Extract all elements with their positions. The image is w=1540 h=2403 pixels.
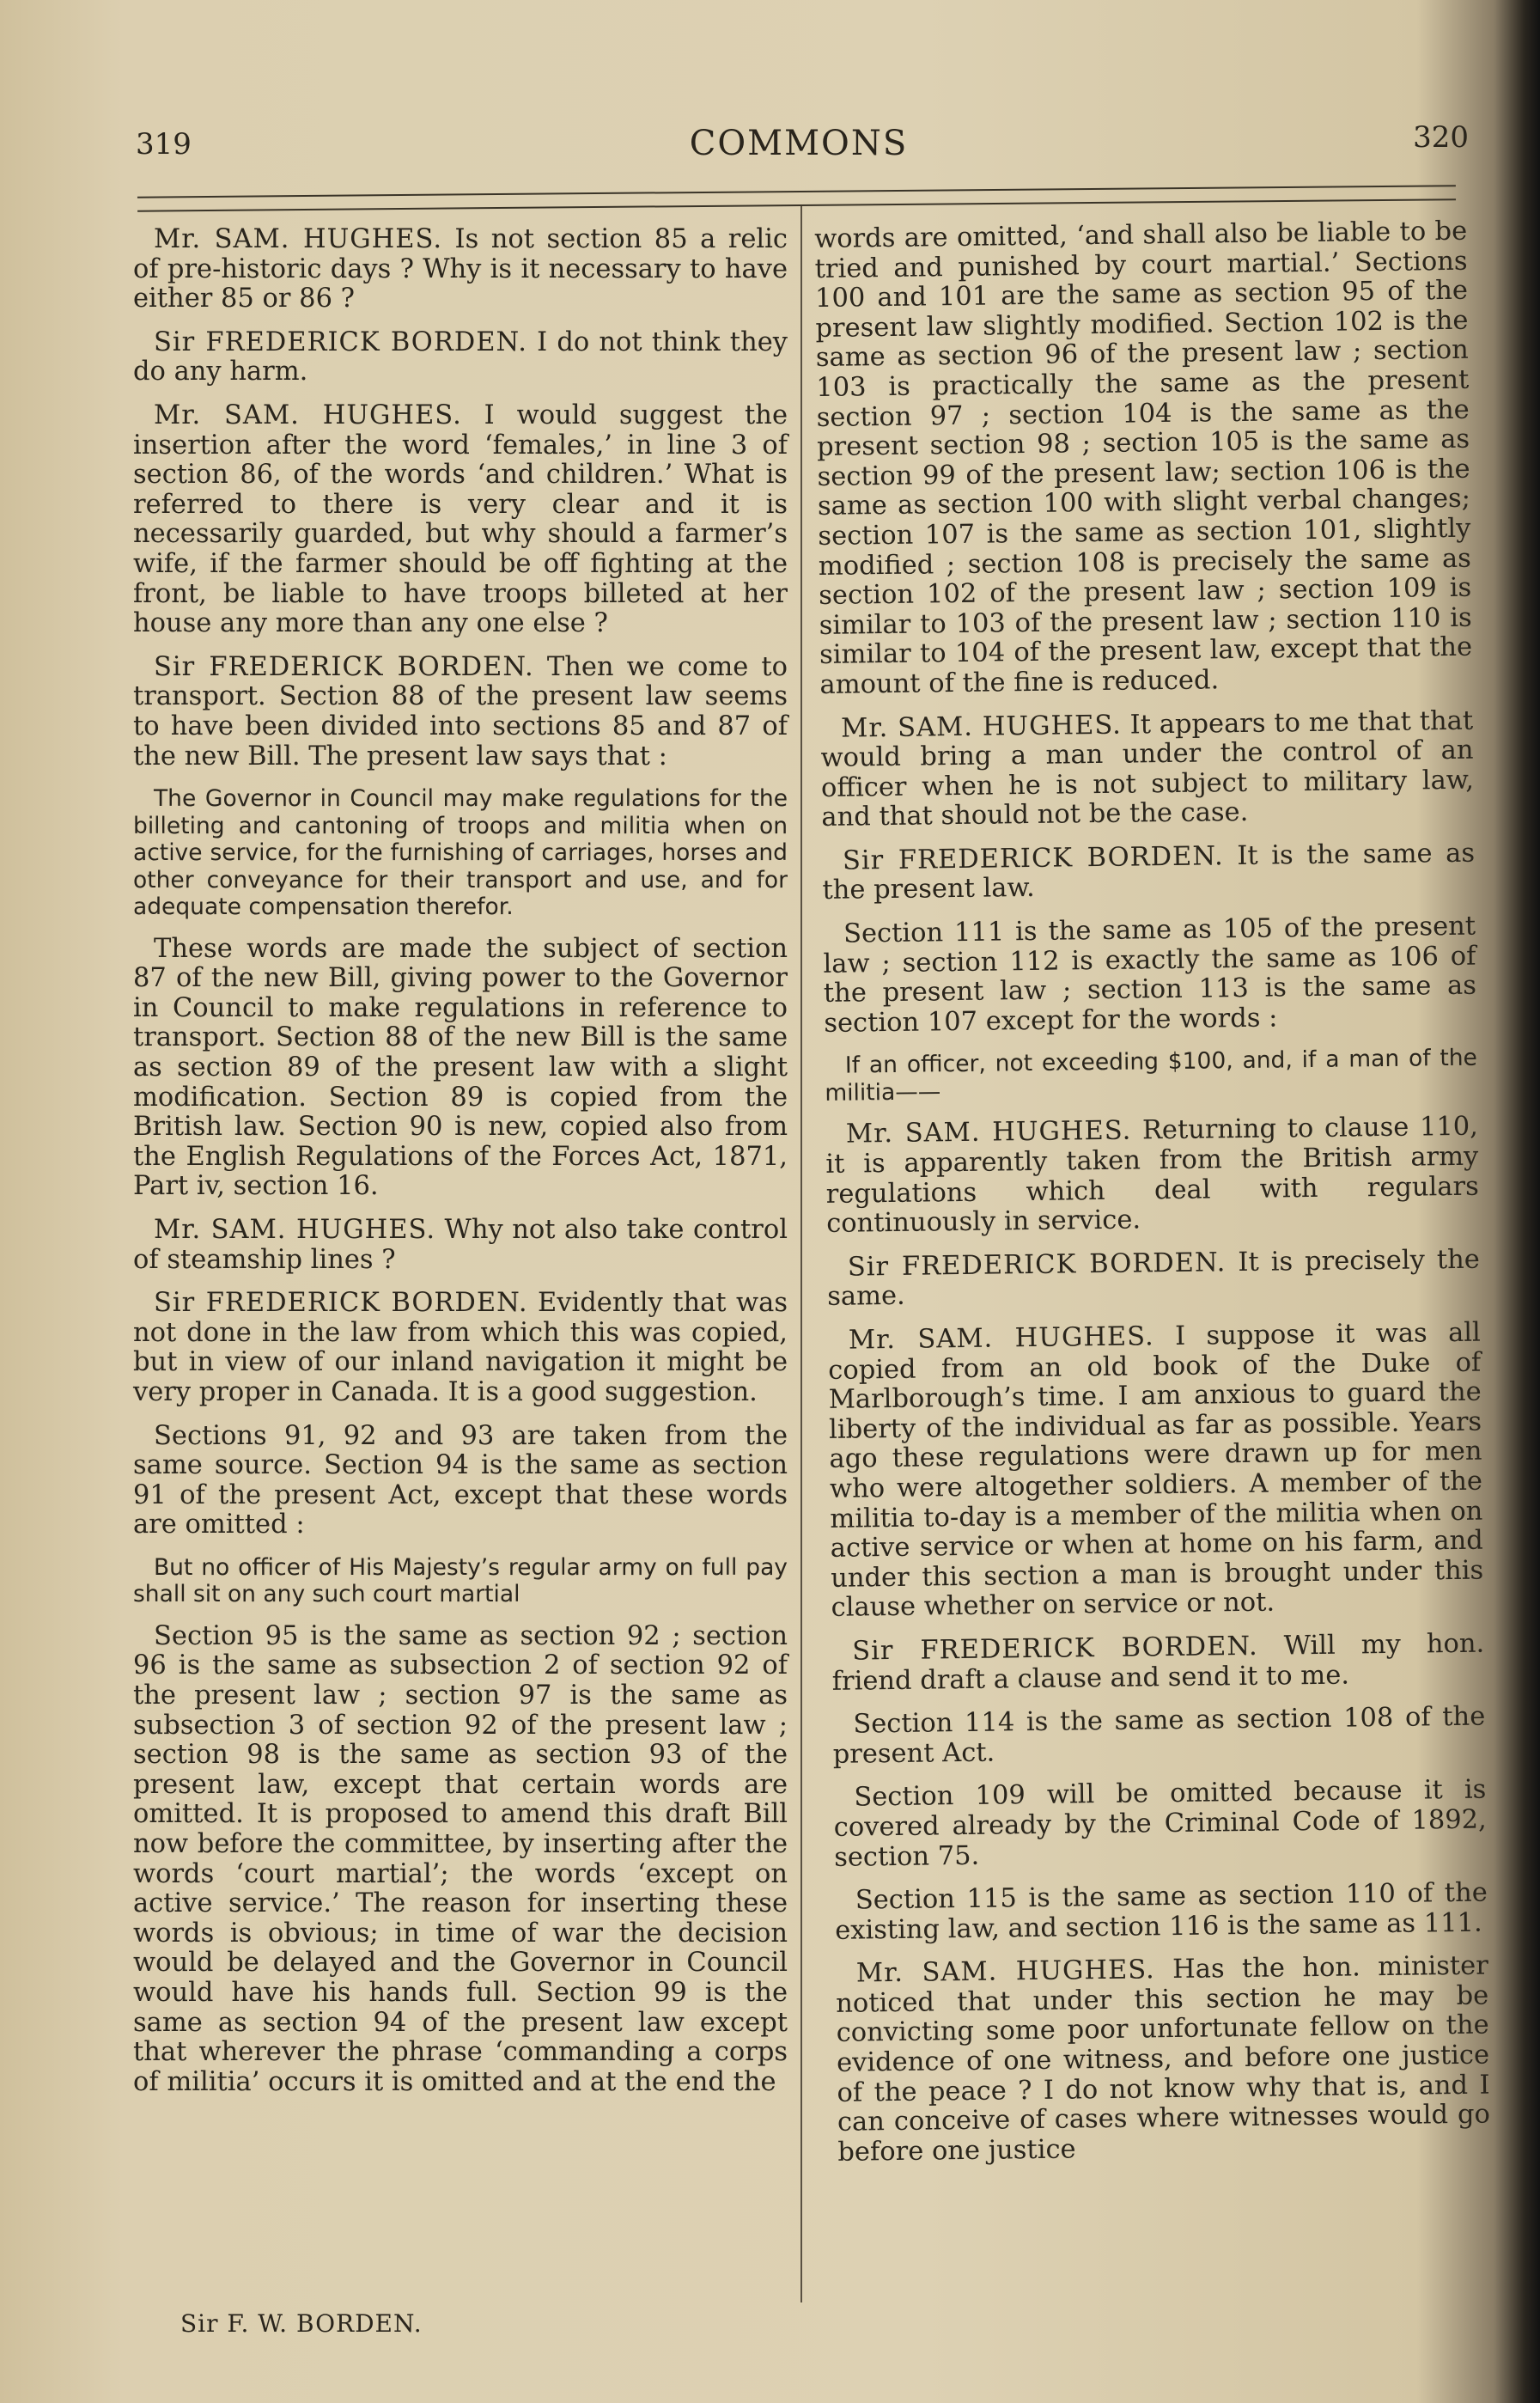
paragraph-text: It appears to me that that would bring a man under the control of an officer when he is not subject to military law, and that should not be the case. xyxy=(820,705,1475,833)
page-title: COMMONS xyxy=(689,124,909,163)
footer-signature: Sir F. W. BORDEN. xyxy=(180,2309,423,2338)
speech-paragraph xyxy=(836,1952,1491,2168)
paragraph-text: It is the same as the present law. xyxy=(822,838,1476,906)
header-rule xyxy=(137,185,1456,211)
speech-paragraph xyxy=(133,225,788,314)
paragraph-text: Section 114 is the same as section 108 of the present Act. xyxy=(832,1701,1486,1770)
speech-paragraph xyxy=(820,706,1475,833)
speech-paragraph xyxy=(133,401,788,639)
right-column xyxy=(814,217,1491,2182)
paragraph-text: words are omitted, ‘and shall also be liable to be tried and punished by court martial.’ Sections 100 and 101 are the same as section 95 of the present law slightly modified. Section 102 is the same as section 96 of the present law ; section 103 is practically the same as the present section 97 ; section 104 is the same as the present section 98 ; section 105 is the same as section 99 of the present law; section 106 is the same as section 100 with slight verbal changes; section 107 is the same as section 101, slightly modified ; section 108 is precisely the same as section 102 of the present law ; section 109 is similar to 103 of the present law ; section 110 is similar to 104 of the present law, except that the amount of the fine is reduced. xyxy=(813,216,1473,700)
speech-paragraph xyxy=(133,328,788,387)
speaker-name: Mr. SAM. HUGHES. xyxy=(855,1955,1155,1989)
paragraph-text: Is not section 85 a relic of pre-historic days ? Why is it necessary to have either 85 or 86 ? xyxy=(133,224,788,314)
block-quote xyxy=(133,785,788,921)
paragraph-text: Then we come to transport. Section 88 of the present law seems to have been divided into sections 85 and 87 of the new Bill. The present law says that : xyxy=(133,651,788,772)
paragraph-text: I suppose it was all copied from an old book of the Duke of Marlborough’s time. I am anxious to guard the liberty of the individual as far as possible. Years ago these regulations were drawn up for men who were altogether soldiers. A member of the militia to-day is a member of the militia when on active service or when at home on his farm, and under this section a man is brought under this clause whether on service or not. xyxy=(828,1317,1484,1624)
speaker-name: Sir FREDERICK BORDEN. xyxy=(154,1288,528,1319)
speech-paragraph xyxy=(133,1216,788,1275)
paragraph xyxy=(133,935,788,1202)
paragraph-text: Section 115 is the same as section 110 of the existing law, and section 116 is the same as 111. xyxy=(835,1877,1488,1946)
paragraph xyxy=(133,1422,788,1540)
speaker-name: Sir FREDERICK BORDEN. xyxy=(847,1247,1227,1283)
paragraph-text: Section 111 is the same as 105 of the present law ; section 112 is exactly the same as 106 of the present law ; section 113 is the same as section 107 except for the words : xyxy=(823,911,1477,1039)
speech-paragraph xyxy=(133,1289,788,1407)
left-column xyxy=(133,225,788,2111)
paragraph-text: Section 109 will be omitted because it is covered already by the Criminal Code of 1892, section 75. xyxy=(833,1774,1487,1873)
speech-paragraph xyxy=(828,1319,1484,1624)
paragraph-text: Why not also take control of steamship lines ? xyxy=(133,1214,788,1275)
quote-text: But no officer of His Majesty’s regular army on full pay shall sit on any such court martial xyxy=(133,1553,788,1608)
speech-paragraph xyxy=(827,1245,1481,1312)
paragraph xyxy=(133,1622,788,2098)
paragraph-text: Returning to clause 110, it is apparently taken from the British army regulations which deal with regulars continuously in service. xyxy=(825,1112,1479,1240)
left-page-number: 319 xyxy=(136,127,192,162)
paragraph-text: It is precisely the same. xyxy=(827,1244,1480,1313)
paragraph xyxy=(823,912,1477,1040)
paragraph-text: Section 95 is the same as section 92 ; section 96 is the same as subsection 2 of section 92 of the present law ; section 97 is the same as subsection 3 of section 92 of the present law ; section 98 is the same as section 93 of the present law, except that certain words are omitted. It is proposed to amend this draft Bill now before the committee, by inserting after the words ‘court martial’; the words ‘except on active service.’ The reason for inserting these words is obvious; in time of war the decision would be delayed and the Governor in Council would have his hands full. Section 99 is the same as section 94 of the present law except that wherever the phrase ‘commanding a corps of militia’ occurs it is omitted and at the end the xyxy=(133,1620,788,2097)
paragraph-text: Will my hon. friend draft a clause and send it to me. xyxy=(831,1628,1485,1697)
paragraph-text: Has the hon. minister noticed that under this section he may be convicting some poor unfortunate fellow on the evidence of one witness, and before one justice of the peace ? I do not know why that is, and I can conceive of cases where witnesses would go before one justice xyxy=(836,1950,1491,2168)
speaker-name: Mr. SAM. HUGHES. xyxy=(845,1116,1132,1150)
paragraph xyxy=(814,217,1473,701)
speech-paragraph xyxy=(822,839,1476,906)
speech-paragraph xyxy=(133,653,788,772)
speaker-name: Sir FREDERICK BORDEN. xyxy=(842,841,1224,876)
speaker-name: Mr. SAM. HUGHES. xyxy=(154,399,462,430)
right-page-number: 320 xyxy=(1413,120,1469,155)
quote-text: The Governor in Council may make regulations for the billeting and cantoning of troops and militia when on active service, for the furnishing of carriages, horses and other conveyance for their transport and use, and for adequate compensation therefor. xyxy=(133,785,788,921)
paragraph xyxy=(832,1703,1486,1770)
column-divider xyxy=(800,206,802,2302)
paragraph-text: I would suggest the insertion after the word ‘females,’ in line 3 of section 86, of the words ‘and children.’ What is referred to there is very clear and it is necessarily guarded, but why should a farmer’s wife, if the farmer should be off fighting at the front, be liable to have troops billeted at her house any more than any one else ? xyxy=(133,399,788,639)
speaker-name: Mr. SAM. HUGHES. xyxy=(840,710,1123,744)
speaker-name: Sir FREDERICK BORDEN. xyxy=(154,651,534,682)
paragraph xyxy=(833,1776,1487,1873)
block-quote xyxy=(133,1554,788,1608)
quote-text: If an officer, not exceeding $100, and, if a man of the militia—— xyxy=(825,1045,1478,1107)
speaker-name: Sir FREDERICK BORDEN. xyxy=(154,326,527,357)
paragraph-text: Sections 91, 92 and 93 are taken from the same source. Section 94 is the same as section 91 of the present Act, except that these words are omitted : xyxy=(133,1420,788,1540)
speaker-name: Mr. SAM. HUGHES. xyxy=(154,224,443,254)
speech-paragraph xyxy=(825,1113,1480,1240)
speaker-name: Mr. SAM. HUGHES. xyxy=(154,1214,436,1245)
page-header xyxy=(129,120,1469,172)
paragraph xyxy=(835,1879,1488,1946)
paragraph-text: Evidently that was not done in the law from which this was copied, but in view of our inland navigation it might be very proper in Canada. It is a good suggestion. xyxy=(133,1288,788,1407)
block-quote xyxy=(825,1045,1478,1107)
paragraph-text: These words are made the subject of section 87 of the new Bill, giving power to the Governor in Council to make regulations in reference to transport. Section 88 of the new Bill is the same as section 89 of the present law with a slight modification. Section 89 is copied from the British law. Section 90 is new, copied also from the English Regulations of the Forces Act, 1871, Part iv, section 16. xyxy=(133,933,788,1202)
speaker-name: Mr. SAM. HUGHES. xyxy=(848,1321,1154,1356)
speech-paragraph xyxy=(831,1630,1485,1697)
paragraph-text: I do not think they do any harm. xyxy=(133,326,788,387)
speaker-name: Sir FREDERICK BORDEN. xyxy=(852,1631,1258,1667)
